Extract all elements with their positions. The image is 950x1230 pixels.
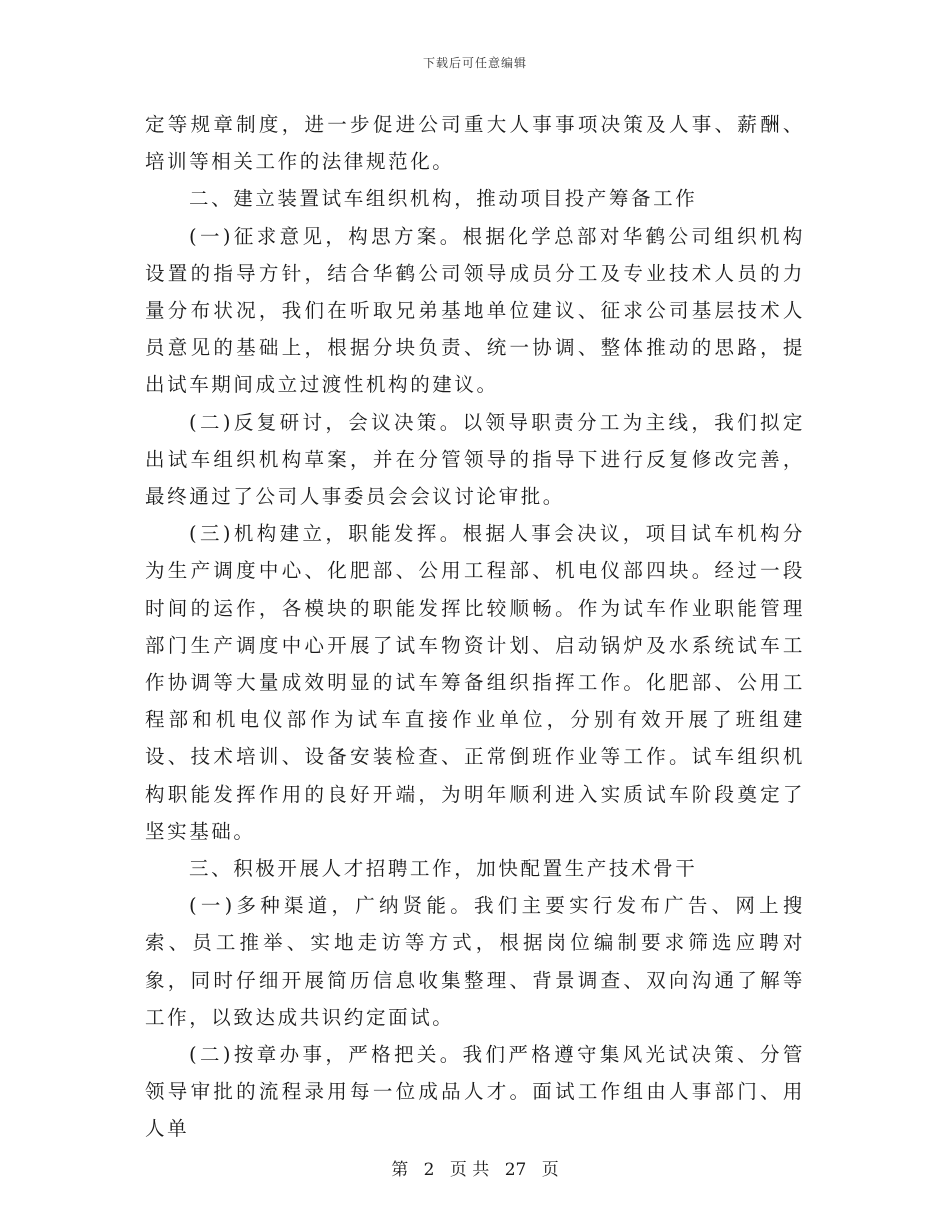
- paragraph-3-1: (一)多种渠道，广纳贤能。我们主要实行发布广告、网上搜索、员工推举、实地走访等方式，根据岗位编制要求筛选应聘对象，同时仔细开展简历信息收集整理、背景调查、双向沟通了解等工作，以致达成共识约定面试。: [145, 894, 805, 1029]
- paragraph-2-3: (三)机构建立，职能发挥。根据人事会决议，项目试车机构分为生产调度中心、化肥部、公用工程部、机电仪部四块。经过一段时间的运作，各模块的职能发挥比较顺畅。作为试车作业职能管理部门生产调度中心开展了试车物资计划、启动锅炉及水系统试车工作协调等大量成效明显的试车筹备组织指挥工作。化肥部、公用工程部和机电仪部作为试车直接作业单位，分别有效开展了班组建设、技术培训、设备安装检查、正常倒班作业等工作。试车组织机构职能发挥作用的良好开端，为明年顺利进入实质试车阶段奠定了坚实基础。: [145, 522, 805, 843]
- section-heading-2: 二、建立装置试车组织机构，推动项目投产筹备工作: [189, 187, 698, 211]
- document-body: [145, 106, 805, 1148]
- paragraph-2-1: (一)征求意见，构思方案。根据化学总部对华鹤公司组织机构设置的指导方针，结合华鹤公司领导成员分工及专业技术人员的力量分布状况，我们在听取兄弟基地单位建议、征求公司基层技术人员意见的基础上，根据分块负责、统一协调、整体推动的思路，提出试车期间成立过渡性机构的建议。: [145, 224, 805, 397]
- footer-total-pages: 27: [504, 1160, 527, 1180]
- paragraph-continuation: 定等规章制度，进一步促进公司重大人事事项决策及人事、薪酬、培训等相关工作的法律规范化。: [145, 113, 805, 174]
- footer-current-page: 2: [423, 1160, 435, 1180]
- footer-middle: 页 共: [449, 1160, 490, 1180]
- paragraph-2-2: (二)反复研讨，会议决策。以领导职责分工为主线，我们拟定出试车组织机构草案，并在分管领导的指导下进行反复修改完善，最终通过了公司人事委员会会议讨论审批。: [145, 410, 805, 509]
- paragraph-3-2: (二)按章办事，严格把关。我们严格遵守集风光试决策、分管领导审批的流程录用每一位成品人才。面试工作组由人事部门、用人单: [145, 1043, 805, 1141]
- section-heading-3: 三、积极开展人才招聘工作，加快配置生产技术骨干: [189, 857, 698, 881]
- footer-prefix: 第: [391, 1160, 409, 1180]
- footer-suffix: 页: [541, 1160, 559, 1180]
- page-footer: [0, 1155, 950, 1180]
- page-header-note: 下载后可任意编辑: [422, 56, 527, 70]
